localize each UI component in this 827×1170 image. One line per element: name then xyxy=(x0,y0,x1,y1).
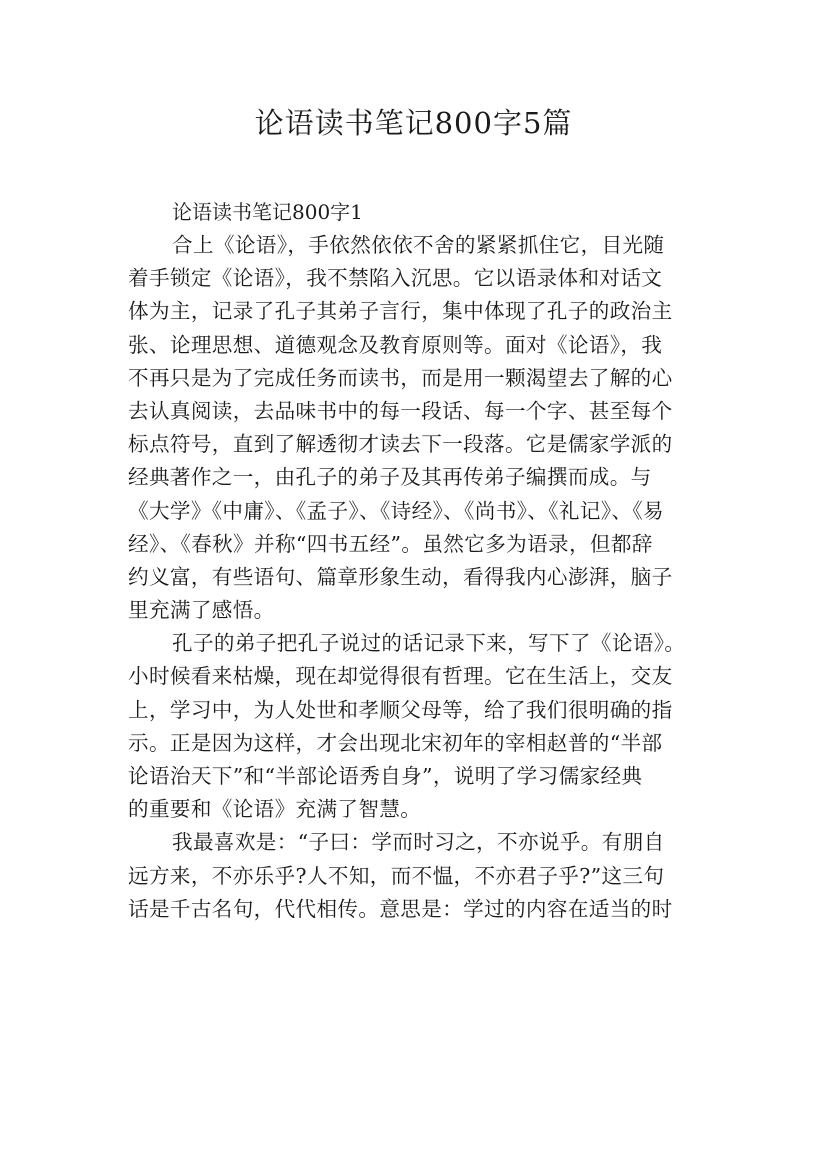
document-body xyxy=(128,196,703,926)
text-line: 话是千古名句，代代相传。意思是：学过的内容在适当的时 xyxy=(128,896,673,921)
section-heading: 论语读书笔记800字1 xyxy=(172,200,363,224)
document-title: 论语读书笔记800字5篇 xyxy=(254,106,573,140)
text-line: 张、论理思想、道德观念及教育原则等。面对《论语》，我 xyxy=(128,332,663,357)
text-line: 体为主，记录了孔子其弟子言行，集中体现了孔子的政治主 xyxy=(128,299,673,324)
text-line: 的重要和《论语》充满了智慧。 xyxy=(128,797,422,822)
text-line: 里充满了感悟。 xyxy=(128,598,275,623)
text-line: 标点符号，直到了解透彻才读去下一段落。它是儒家学派的 xyxy=(128,432,673,457)
text-line: 我最喜欢是：“子曰：学而时习之，不亦说乎。有朋自 xyxy=(172,830,665,855)
text-line: 合上《论语》，手依然依依不舍的紧紧抓住它，目光随 xyxy=(172,233,665,257)
text-line: 小时候看来枯燥，现在却觉得很有哲理。它在生活上，交友 xyxy=(128,664,673,689)
text-line: 约义富，有些语句、篇章形象生动，看得我内心澎湃，脑子 xyxy=(128,564,673,589)
text-line: 论语治天下”和“半部论语秀自身”，说明了学习儒家经典 xyxy=(128,764,643,788)
text-line: 不再只是为了完成任务而读书，而是用一颗渴望去了解的心 xyxy=(128,365,673,390)
text-line: 示。正是因为这样，才会出现北宋初年的宰相赵普的“半部 xyxy=(128,730,663,755)
text-line: 着手锁定《论语》，我不禁陷入沉思。它以语录体和对话文 xyxy=(128,266,663,291)
text-line: 《大学》《中庸》、《孟子》、《诗经》、《尚书》、《礼记》、《易 xyxy=(128,498,664,523)
text-line: 去认真阅读，去品味书中的每一段话、每一个字、甚至每个 xyxy=(128,398,673,423)
text-line: 远方来，不亦乐乎?人不知，而不愠，不亦君子乎?”这三句 xyxy=(128,863,665,888)
text-line: 上，学习中，为人处世和孝顺父母等，给了我们很明确的指 xyxy=(128,697,673,722)
paragraph-lines xyxy=(128,229,703,926)
text-line: 经典著作之一，由孔子的弟子及其再传弟子编撰而成。与 xyxy=(128,465,652,490)
text-line: 经》、《春秋》并称“四书五经”。虽然它多为语录，但都辞 xyxy=(128,531,653,556)
text-line: 孔子的弟子把孔子说过的话记录下来，写下了《论语》。 xyxy=(172,631,686,656)
